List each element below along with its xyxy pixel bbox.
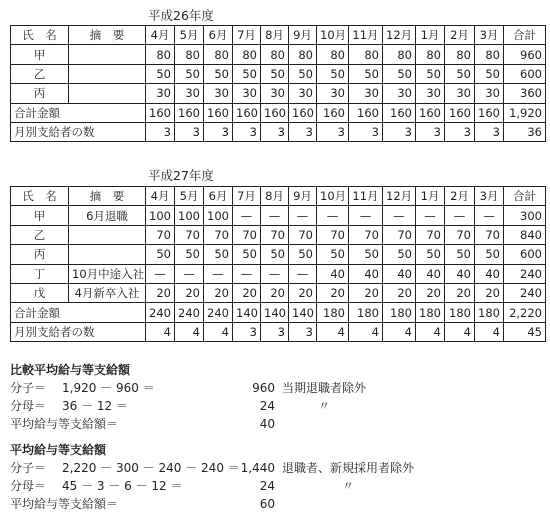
- remarks-cell: [69, 84, 146, 103]
- month-column-header: 2月: [445, 187, 475, 206]
- summary-row: [11, 322, 546, 341]
- month-column-header: 1月: [416, 26, 445, 45]
- employee-name-cell: 乙: [11, 64, 69, 83]
- monthly-amount-cell: 50: [233, 64, 261, 83]
- summary-month-cell: 160: [445, 103, 475, 122]
- employee-name-cell: 丙: [11, 84, 69, 103]
- monthly-amount-cell: 50: [349, 64, 383, 83]
- line-note: 当期退職者除外: [282, 381, 367, 395]
- monthly-amount-cell: 20: [289, 283, 317, 302]
- line-result: 1,440: [240, 461, 275, 475]
- monthly-amount-cell: 30: [233, 84, 261, 103]
- monthly-amount-cell: 50: [204, 245, 233, 264]
- summary-month-cell: 160: [383, 103, 416, 122]
- line-note: 退職者、新規採用者除外: [282, 461, 415, 475]
- employee-name-cell: 甲: [11, 206, 69, 225]
- monthly-amount-cell: 20: [475, 283, 504, 302]
- summary-month-cell: 160: [233, 103, 261, 122]
- monthly-amount-cell: 20: [175, 283, 204, 302]
- summary-month-cell: 160: [317, 103, 349, 122]
- monthly-amount-cell: 80: [289, 45, 317, 64]
- remarks-cell: [69, 225, 146, 244]
- summary-month-cell: 4: [204, 322, 233, 341]
- monthly-amount-cell: —: [349, 206, 383, 225]
- summary-month-cell: 4: [383, 322, 416, 341]
- remarks-cell: [69, 64, 146, 83]
- monthly-amount-cell: 50: [261, 64, 289, 83]
- monthly-amount-cell: 70: [146, 225, 175, 244]
- summary-month-cell: 3: [475, 122, 504, 141]
- summary-month-cell: 180: [383, 303, 416, 322]
- line-expression: 45 － 3 － 6 － 12 ＝: [62, 479, 183, 493]
- monthly-amount-cell: 20: [416, 283, 445, 302]
- comparison-average-calculation: [10, 361, 540, 433]
- monthly-amount-cell: 70: [416, 225, 445, 244]
- month-column-header: 3月: [475, 26, 504, 45]
- average-calculation: [10, 441, 540, 513]
- monthly-amount-cell: —: [317, 206, 349, 225]
- employee-row: [11, 225, 546, 244]
- monthly-amount-cell: 20: [383, 283, 416, 302]
- month-column-header: 9月: [289, 187, 317, 206]
- monthly-amount-cell: 50: [289, 245, 317, 264]
- monthly-amount-cell: 30: [416, 84, 445, 103]
- month-column-header: 5月: [175, 187, 204, 206]
- monthly-amount-cell: 70: [445, 225, 475, 244]
- summary-month-cell: 3: [261, 322, 289, 341]
- line-result: 40: [259, 417, 275, 431]
- month-column-header: 2月: [445, 26, 475, 45]
- summary-month-cell: 3: [261, 122, 289, 141]
- month-column-header: 10月: [317, 187, 349, 206]
- monthly-amount-cell: 20: [261, 283, 289, 302]
- line-result: 60: [259, 497, 275, 511]
- summary-month-cell: 4: [416, 322, 445, 341]
- line-result: 24: [259, 399, 275, 413]
- monthly-amount-cell: 80: [349, 45, 383, 64]
- table-header: [11, 26, 546, 45]
- monthly-amount-cell: 50: [146, 245, 175, 264]
- summary-label-cell: 月別支給者の数: [11, 322, 146, 341]
- header-row: [11, 26, 546, 45]
- month-column-header: 11月: [349, 187, 383, 206]
- summary-total-cell: 36: [504, 122, 546, 141]
- summary-month-cell: 3: [349, 122, 383, 141]
- summary-month-cell: 180: [445, 303, 475, 322]
- monthly-amount-cell: 50: [175, 245, 204, 264]
- line-expression: 1,920 － 960 ＝: [62, 381, 155, 395]
- monthly-amount-cell: —: [233, 264, 261, 283]
- line-label: 分母＝: [10, 479, 47, 493]
- line-result: 24: [259, 479, 275, 493]
- month-column-header: 8月: [261, 187, 289, 206]
- monthly-amount-cell: 80: [261, 45, 289, 64]
- summary-month-cell: 240: [204, 303, 233, 322]
- line-label: 分母＝: [10, 399, 47, 413]
- monthly-amount-cell: 70: [383, 225, 416, 244]
- summary-month-cell: 3: [445, 122, 475, 141]
- summary-month-cell: 180: [416, 303, 445, 322]
- employee-name-cell: 甲: [11, 45, 69, 64]
- monthly-amount-cell: 70: [233, 225, 261, 244]
- summary-month-cell: 4: [175, 322, 204, 341]
- calculation-heading: 平均給与等支給額: [10, 443, 107, 457]
- monthly-amount-cell: 50: [475, 245, 504, 264]
- monthly-amount-cell: 80: [475, 45, 504, 64]
- month-column-header: 3月: [475, 187, 504, 206]
- monthly-amount-cell: —: [289, 206, 317, 225]
- summary-month-cell: 3: [204, 122, 233, 141]
- summary-month-cell: 160: [261, 103, 289, 122]
- remarks-cell: [69, 45, 146, 64]
- employee-name-cell: 丁: [11, 264, 69, 283]
- line-label: 平均給与等支給額＝: [10, 497, 119, 511]
- fiscal-year-title: 平成27年度: [148, 168, 214, 183]
- summary-month-cell: 3: [175, 122, 204, 141]
- summary-label-cell: 月別支給者の数: [11, 122, 146, 141]
- summary-month-cell: 160: [175, 103, 204, 122]
- summary-month-cell: 3: [416, 122, 445, 141]
- month-column-header: 11月: [349, 26, 383, 45]
- monthly-amount-cell: 50: [383, 245, 416, 264]
- monthly-amount-cell: 40: [475, 264, 504, 283]
- ditto-mark: 〃: [341, 479, 354, 493]
- employee-name-cell: 丙: [11, 245, 69, 264]
- monthly-amount-cell: 20: [317, 283, 349, 302]
- summary-total-cell: 2,220: [504, 303, 546, 322]
- summary-month-cell: 4: [349, 322, 383, 341]
- employee-row: [11, 245, 546, 264]
- monthly-amount-cell: —: [146, 264, 175, 283]
- monthly-amount-cell: 100: [175, 206, 204, 225]
- month-column-header: 8月: [261, 26, 289, 45]
- monthly-amount-cell: —: [175, 264, 204, 283]
- monthly-amount-cell: —: [261, 206, 289, 225]
- employee-name-cell: 戊: [11, 283, 69, 302]
- monthly-amount-cell: 50: [383, 64, 416, 83]
- monthly-amount-cell: —: [289, 264, 317, 283]
- month-column-header: 1月: [416, 187, 445, 206]
- annual-total-cell: 600: [504, 64, 546, 83]
- remarks-column-header: 摘 要: [69, 26, 146, 45]
- summary-month-cell: 180: [317, 303, 349, 322]
- total-column-header: 合計: [504, 26, 546, 45]
- monthly-amount-cell: 30: [204, 84, 233, 103]
- monthly-amount-cell: —: [261, 264, 289, 283]
- fiscal-year-title: 平成26年度: [148, 8, 214, 23]
- line-label: 分子＝: [10, 461, 47, 475]
- line-result: 960: [252, 381, 275, 395]
- monthly-amount-cell: 70: [204, 225, 233, 244]
- month-column-header: 4月: [146, 26, 175, 45]
- monthly-amount-cell: 50: [146, 64, 175, 83]
- summary-month-cell: 4: [317, 322, 349, 341]
- summary-month-cell: 180: [475, 303, 504, 322]
- monthly-amount-cell: 70: [475, 225, 504, 244]
- name-column-header: 氏 名: [11, 26, 69, 45]
- annual-total-cell: 240: [504, 283, 546, 302]
- remarks-cell: 4月新卒入社: [69, 283, 146, 302]
- monthly-amount-cell: 50: [317, 64, 349, 83]
- annual-total-cell: 600: [504, 245, 546, 264]
- monthly-amount-cell: 50: [475, 64, 504, 83]
- summary-month-cell: 4: [475, 322, 504, 341]
- line-expression: 36 － 12 ＝: [62, 399, 128, 413]
- month-column-header: 4月: [146, 187, 175, 206]
- summary-month-cell: 3: [383, 122, 416, 141]
- monthly-amount-cell: 50: [349, 245, 383, 264]
- monthly-amount-cell: 50: [233, 245, 261, 264]
- annual-total-cell: 840: [504, 225, 546, 244]
- monthly-amount-cell: 40: [416, 264, 445, 283]
- monthly-amount-cell: 50: [416, 64, 445, 83]
- employee-row: [11, 45, 546, 64]
- monthly-amount-cell: 70: [175, 225, 204, 244]
- summary-month-cell: 3: [289, 322, 317, 341]
- annual-total-cell: 960: [504, 45, 546, 64]
- monthly-amount-cell: 80: [416, 45, 445, 64]
- monthly-amount-cell: 50: [445, 245, 475, 264]
- monthly-amount-cell: 80: [445, 45, 475, 64]
- header-row: [11, 187, 546, 206]
- remarks-column-header: 摘 要: [69, 187, 146, 206]
- monthly-amount-cell: —: [204, 264, 233, 283]
- monthly-amount-cell: 40: [383, 264, 416, 283]
- payroll-table: [10, 25, 546, 142]
- monthly-amount-cell: 70: [289, 225, 317, 244]
- employee-row: [11, 84, 546, 103]
- table-body: [11, 45, 546, 142]
- summary-month-cell: 240: [175, 303, 204, 322]
- monthly-amount-cell: 80: [146, 45, 175, 64]
- summary-month-cell: 3: [146, 122, 175, 141]
- monthly-amount-cell: 30: [289, 84, 317, 103]
- summary-label-cell: 合計金額: [11, 303, 146, 322]
- summary-month-cell: 160: [349, 103, 383, 122]
- month-column-header: 7月: [233, 187, 261, 206]
- employee-row: [11, 206, 546, 225]
- monthly-amount-cell: 30: [317, 84, 349, 103]
- summary-month-cell: 240: [146, 303, 175, 322]
- summary-month-cell: 3: [233, 122, 261, 141]
- annual-total-cell: 360: [504, 84, 546, 103]
- employee-row: [11, 264, 546, 283]
- summary-month-cell: 3: [317, 122, 349, 141]
- monthly-amount-cell: 40: [317, 264, 349, 283]
- monthly-amount-cell: 20: [445, 283, 475, 302]
- monthly-amount-cell: —: [383, 206, 416, 225]
- month-column-header: 12月: [383, 26, 416, 45]
- payroll-table: [10, 186, 546, 342]
- monthly-amount-cell: —: [475, 206, 504, 225]
- summary-label-cell: 合計金額: [11, 103, 146, 122]
- monthly-amount-cell: 30: [475, 84, 504, 103]
- monthly-amount-cell: —: [233, 206, 261, 225]
- remarks-cell: 10月中途入社: [69, 264, 146, 283]
- monthly-amount-cell: 30: [349, 84, 383, 103]
- monthly-amount-cell: 20: [349, 283, 383, 302]
- summary-month-cell: 3: [233, 322, 261, 341]
- summary-month-cell: 160: [416, 103, 445, 122]
- summary-total-cell: 45: [504, 322, 546, 341]
- remarks-cell: 6月退職: [69, 206, 146, 225]
- employee-name-cell: 乙: [11, 225, 69, 244]
- monthly-amount-cell: 20: [233, 283, 261, 302]
- monthly-amount-cell: 20: [204, 283, 233, 302]
- numerator-line: [10, 459, 540, 477]
- monthly-amount-cell: 30: [383, 84, 416, 103]
- monthly-amount-cell: 80: [233, 45, 261, 64]
- monthly-amount-cell: 50: [175, 64, 204, 83]
- month-column-header: 6月: [204, 187, 233, 206]
- annual-total-cell: 240: [504, 264, 546, 283]
- summary-month-cell: 140: [233, 303, 261, 322]
- month-column-header: 9月: [289, 26, 317, 45]
- monthly-amount-cell: 30: [261, 84, 289, 103]
- annual-total-cell: 300: [504, 206, 546, 225]
- summary-month-cell: 160: [146, 103, 175, 122]
- monthly-amount-cell: 100: [146, 206, 175, 225]
- summary-row: [11, 122, 546, 141]
- monthly-amount-cell: —: [445, 206, 475, 225]
- denominator-line: [10, 477, 540, 495]
- month-column-header: 10月: [317, 26, 349, 45]
- monthly-amount-cell: 70: [349, 225, 383, 244]
- monthly-amount-cell: 80: [175, 45, 204, 64]
- employee-row: [11, 283, 546, 302]
- total-column-header: 合計: [504, 187, 546, 206]
- monthly-amount-cell: 70: [317, 225, 349, 244]
- line-label: 平均給与等支給額＝: [10, 417, 119, 431]
- monthly-amount-cell: 50: [261, 245, 289, 264]
- monthly-amount-cell: 30: [445, 84, 475, 103]
- monthly-amount-cell: 20: [146, 283, 175, 302]
- summary-month-cell: 4: [445, 322, 475, 341]
- monthly-amount-cell: 80: [204, 45, 233, 64]
- monthly-amount-cell: 50: [416, 245, 445, 264]
- employee-row: [11, 64, 546, 83]
- table-header: [11, 187, 546, 206]
- summary-month-cell: 160: [289, 103, 317, 122]
- monthly-amount-cell: 30: [175, 84, 204, 103]
- monthly-amount-cell: 40: [445, 264, 475, 283]
- monthly-amount-cell: 50: [289, 64, 317, 83]
- calculation-heading: 比較平均給与等支給額: [10, 363, 131, 377]
- name-column-header: 氏 名: [11, 187, 69, 206]
- month-column-header: 5月: [175, 26, 204, 45]
- denominator-line: [10, 397, 540, 415]
- monthly-amount-cell: 50: [445, 64, 475, 83]
- monthly-amount-cell: 30: [146, 84, 175, 103]
- summary-month-cell: 4: [146, 322, 175, 341]
- summary-month-cell: 160: [475, 103, 504, 122]
- monthly-amount-cell: 80: [317, 45, 349, 64]
- summary-total-cell: 1,920: [504, 103, 546, 122]
- remarks-cell: [69, 245, 146, 264]
- summary-month-cell: 140: [289, 303, 317, 322]
- month-column-header: 6月: [204, 26, 233, 45]
- monthly-amount-cell: —: [416, 206, 445, 225]
- summary-month-cell: 160: [204, 103, 233, 122]
- monthly-amount-cell: 70: [261, 225, 289, 244]
- average-line: [10, 495, 540, 513]
- line-expression: 2,220 － 300 － 240 － 240 ＝: [62, 461, 240, 475]
- monthly-amount-cell: 50: [204, 64, 233, 83]
- average-line: [10, 415, 540, 433]
- table-body: [11, 206, 546, 342]
- summary-month-cell: 180: [349, 303, 383, 322]
- summary-month-cell: 140: [261, 303, 289, 322]
- line-label: 分子＝: [10, 381, 47, 395]
- numerator-line: [10, 379, 540, 397]
- summary-month-cell: 3: [289, 122, 317, 141]
- month-column-header: 7月: [233, 26, 261, 45]
- summary-row: [11, 303, 546, 322]
- month-column-header: 12月: [383, 187, 416, 206]
- monthly-amount-cell: 80: [383, 45, 416, 64]
- monthly-amount-cell: 50: [317, 245, 349, 264]
- monthly-amount-cell: 40: [349, 264, 383, 283]
- monthly-amount-cell: 100: [204, 206, 233, 225]
- ditto-mark: 〃: [317, 399, 330, 413]
- summary-row: [11, 103, 546, 122]
